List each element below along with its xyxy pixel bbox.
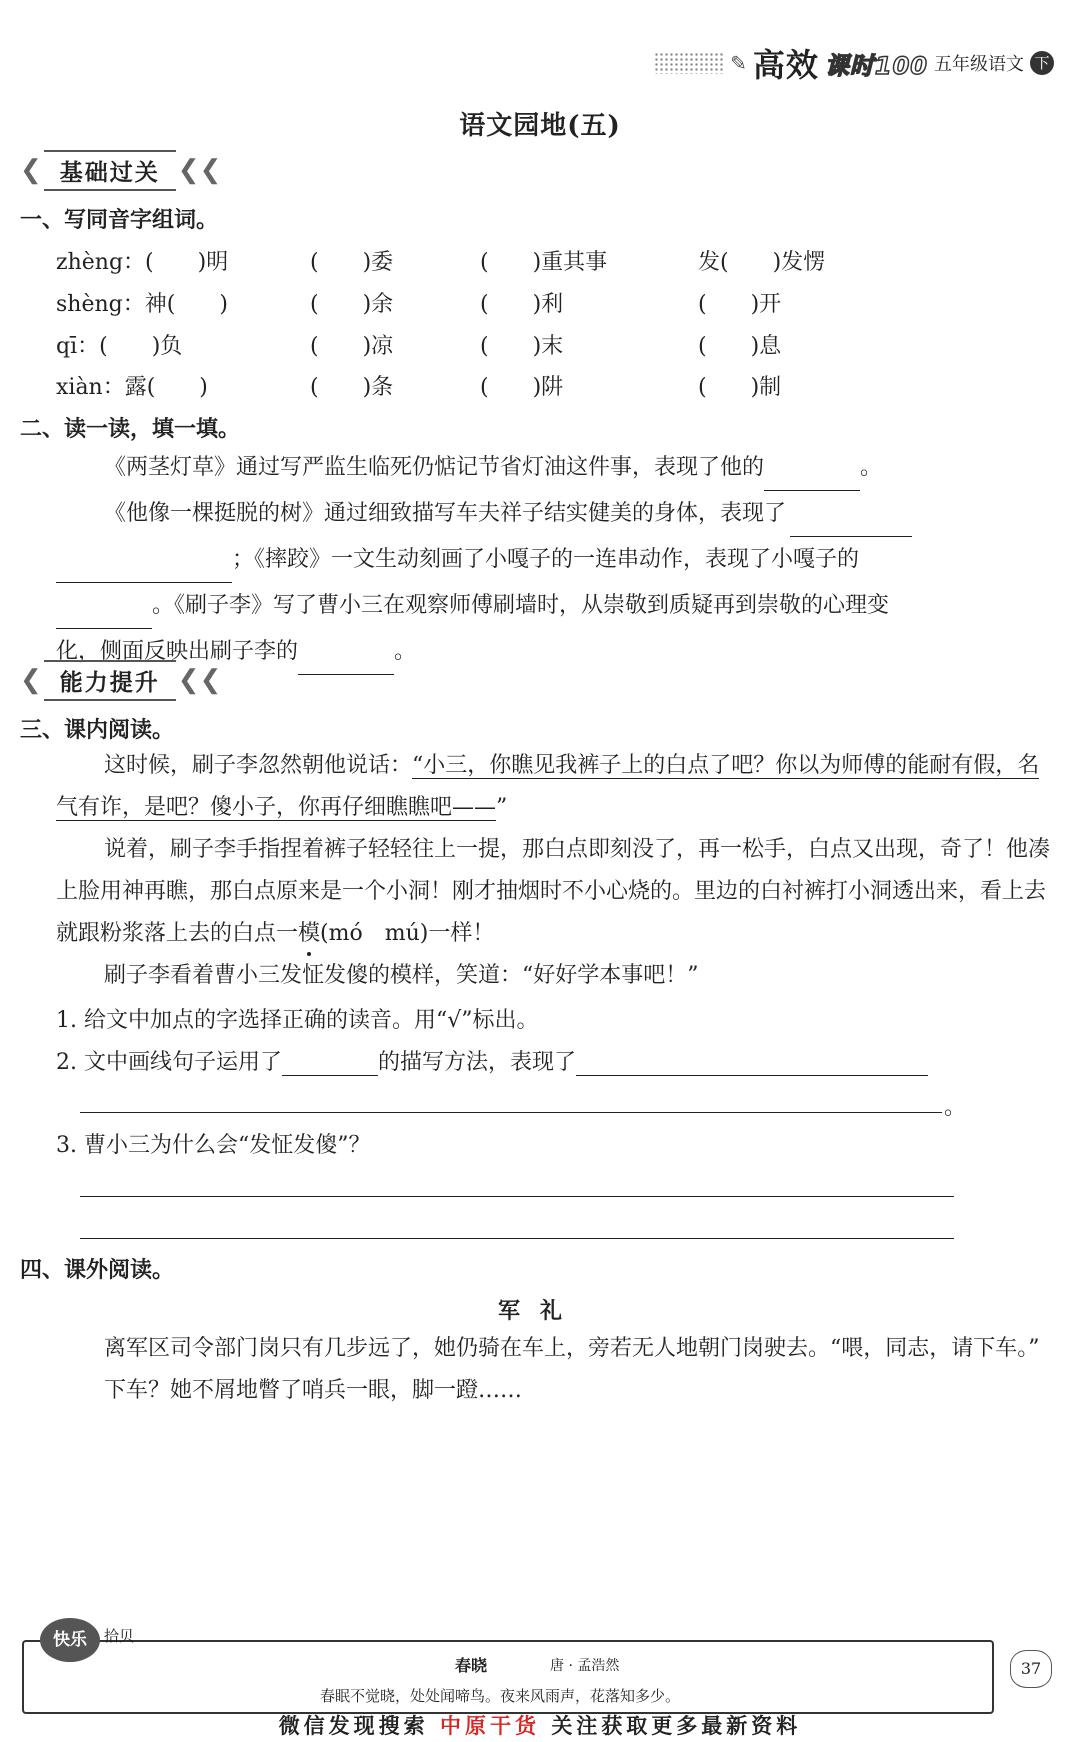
brand-main: 高效: [752, 46, 819, 84]
watermark: [0, 1710, 1080, 1740]
page-number: 37: [1010, 1650, 1052, 1688]
answer-blank[interactable]: [576, 1049, 928, 1076]
band-basic: [20, 150, 221, 190]
brand-sub: 课时100: [824, 51, 928, 80]
chevron-double-left-icon: ❮❮: [177, 665, 222, 695]
watermark-brand: 中原干货: [440, 1713, 540, 1738]
q1-cell: 发( )发愣: [698, 250, 826, 275]
pencil-icon: ✎: [730, 51, 747, 75]
volume-badge: 下: [1030, 51, 1054, 75]
q3-text: 的描写方法，表现了: [377, 1050, 576, 1075]
q2-text: 化，侧面反映出刷子李的: [56, 639, 299, 664]
q3-item-3: 3. 曹小三为什么会“发怔发傻”？: [56, 1133, 371, 1158]
q3-para-1: [56, 745, 1056, 829]
q1-cell: ( )重其事: [480, 250, 608, 275]
answer-blank[interactable]: [56, 556, 232, 583]
q1-heading: 一、写同音字组词。: [20, 208, 219, 233]
q3-para-2: [56, 829, 1056, 955]
footer-badge: 快乐: [40, 1618, 100, 1662]
q1-cell: zhèng：( )明: [56, 250, 229, 275]
q3-text: 这时候，刷子李忽然朝他说话：: [104, 753, 413, 778]
watermark-text: 微信发现搜索: [278, 1713, 429, 1738]
answer-line[interactable]: [80, 1196, 954, 1197]
answer-blank[interactable]: [790, 510, 912, 537]
q2-line-3: [56, 537, 1056, 583]
q3-text: ”: [496, 795, 508, 820]
q3-text: (mó mú)一样！: [320, 921, 495, 946]
answer-blank[interactable]: [764, 464, 860, 491]
q2-line-2: [56, 491, 1056, 537]
answer-blank[interactable]: [282, 1049, 378, 1076]
q1-cell: shèng：神( ): [56, 292, 228, 317]
q2-line-4: [56, 583, 1056, 629]
q3-text: 2. 文中画线句子运用了: [56, 1050, 282, 1075]
underlined-sentence: 的能耐有假，名气有诈，是吧？傻小子，你再仔细瞧瞧吧——: [56, 753, 1040, 820]
q4-para-1: 离军区司令部门岗只有几步远了，她仍骑在车上，旁若无人地朝门岗驶去。“喂，同志，请下车。”: [104, 1336, 1040, 1361]
q3-para-3: 刷子李看着曹小三发怔发傻的模样，笑道：“好好学本事吧！”: [104, 963, 699, 988]
q3-heading: 三、课内阅读。: [20, 718, 175, 743]
q1-cell: ( )开: [698, 292, 782, 317]
q3-text: 。: [944, 1095, 967, 1120]
q2-line-1: [56, 445, 1056, 491]
band-basic-label: 基础过关: [44, 150, 176, 191]
q1-cell: ( )凉: [310, 334, 394, 359]
answer-line[interactable]: [80, 1112, 942, 1113]
answer-blank[interactable]: [56, 602, 152, 629]
q4-passage: [56, 1328, 1056, 1412]
q2-text: ；《摔跤》一文生动刻画了小嘎子的一连串动作，表现了小嘎子的: [232, 547, 860, 572]
footer-badge-sub: 拾贝: [104, 1627, 135, 1645]
chevron-left-icon: ❮: [20, 665, 42, 695]
chevron-left-icon: ❮: [20, 155, 42, 185]
q2-text: 《两茎灯草》通过写严监生临死仍惦记节省灯油这件事，表现了他的: [104, 455, 765, 480]
watermark-text: 关注获取更多最新资料: [551, 1713, 802, 1738]
q3-item-2: [56, 1045, 1056, 1076]
q1-cell: ( )余: [310, 292, 394, 317]
band-ability: [20, 660, 221, 700]
poem-body: 春眠不觉晓，处处闻啼鸟。夜来风雨声，花落知多少。: [319, 1687, 680, 1705]
q4-heading: 四、课外阅读。: [20, 1258, 175, 1283]
grade-label: 五年级语文: [934, 54, 1024, 75]
q1-cell: ( )利: [480, 292, 564, 317]
page-title: 语文园地(五): [459, 111, 621, 141]
q1-cell: ( )条: [310, 375, 394, 400]
q1-cell: ( )阱: [480, 375, 564, 400]
chevron-double-left-icon: ❮❮: [177, 155, 222, 185]
dot-pattern-decoration: [654, 52, 724, 74]
article-title: 军礼: [497, 1299, 582, 1324]
q1-cell: ( )委: [310, 250, 394, 275]
series-header: [654, 46, 1054, 84]
q1-cell: xiàn：露( ): [56, 375, 208, 400]
q2-text: 《他像一棵挺脱的树》通过细致描写车夫祥子结实健美的身体，表现了: [104, 501, 787, 526]
q2-body: [56, 445, 1056, 675]
q2-heading: 二、读一读，填一填。: [20, 417, 241, 442]
band-ability-label: 能力提升: [44, 660, 176, 701]
underlined-sentence: “小三，你瞧见我裤子上的白点了吧？你以为师傅: [412, 753, 886, 778]
q1-cell: ( )末: [480, 334, 564, 359]
q3-item-1: 1. 给文中加点的字选择正确的读音。用“√”标出。: [56, 1008, 539, 1033]
q1-cell: qī：( )负: [56, 334, 183, 359]
poem-title: 春晓: [455, 1656, 488, 1675]
poem-author: 唐 · 孟浩然: [550, 1658, 620, 1674]
q2-text: 。《刷子李》写了曹小三在观察师傅刷墙时，从崇敬到质疑再到崇敬的心理变: [152, 593, 890, 618]
q2-text: 。: [394, 639, 417, 664]
q1-cell: ( )息: [698, 334, 782, 359]
dotted-char: 模: [298, 921, 321, 946]
q2-text: 。: [860, 455, 883, 480]
q3-passage: [56, 745, 1056, 997]
answer-line[interactable]: [80, 1238, 954, 1239]
answer-blank[interactable]: [298, 648, 394, 675]
q4-para-2: 下车？她不屑地瞥了哨兵一眼，脚一蹬……: [104, 1378, 523, 1403]
q3-text: 说着，刷子李手指捏着裤子轻轻往上一提，那白点即刻没了，再一松手，白点又出现，奇了！他凑上脸用神再瞧，那白点原来是一个小洞！刚才抽烟时不小心烧的。里边的白衬裤打小洞透出来，看上去就跟粉浆落上去的白点一: [56, 837, 1051, 946]
q1-cell: ( )制: [698, 375, 782, 400]
